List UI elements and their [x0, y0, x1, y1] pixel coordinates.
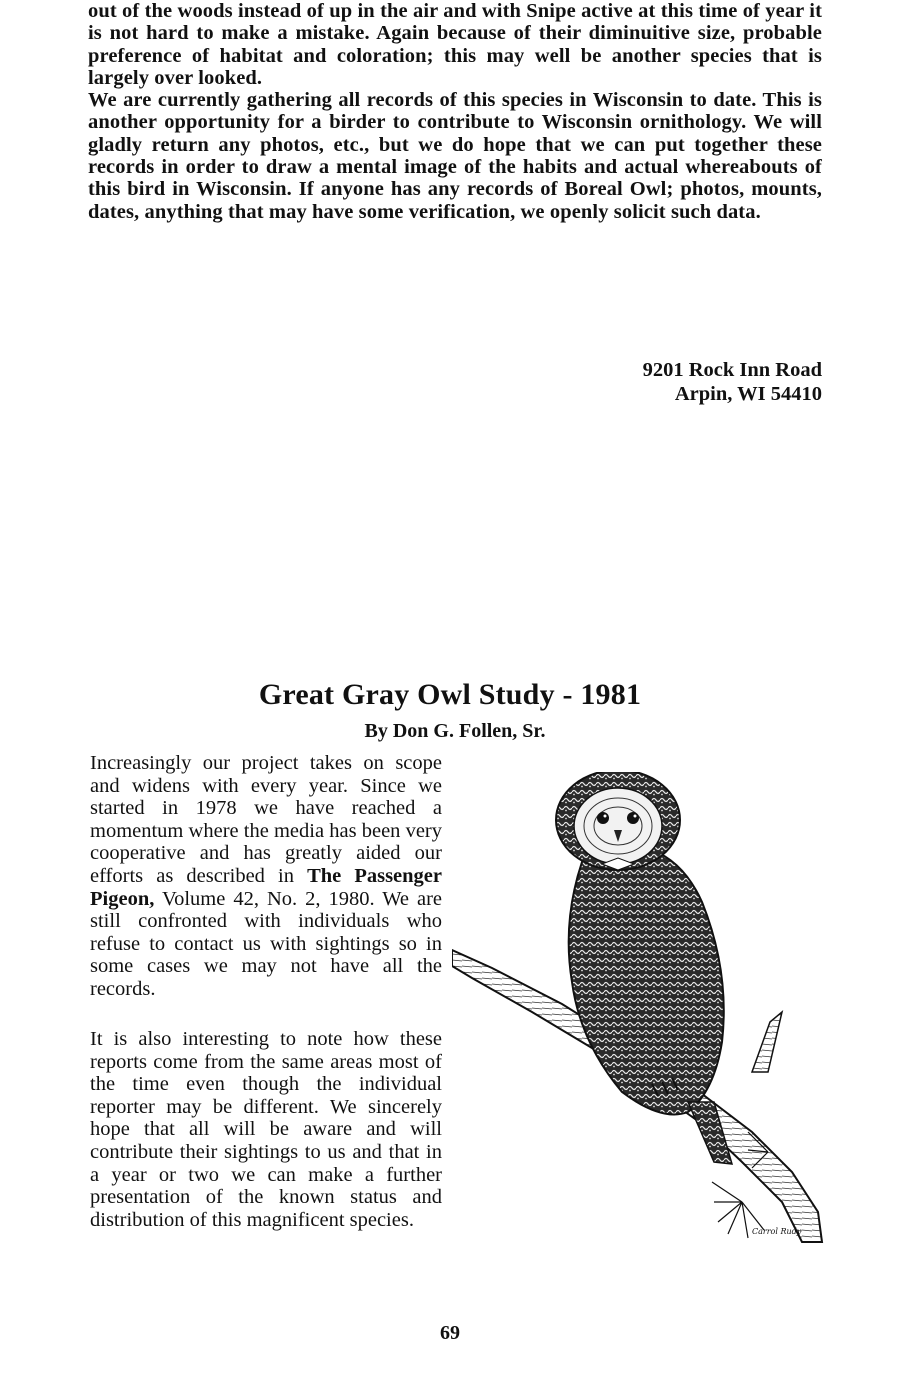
- intro-paragraph-2: We are currently gathering all records of this species in Wisconsin to date. This is another opportunity for a birder to contribute to Wisconsin ornithology. We will gladly return any photos, etc., but we do hope that we can put together these records in order to draw a mental image of the habits and actual whereabouts of this bird in Wisconsin. If anyone has any records of Boreal Owl; photos, mounts, dates, anything that may have some verification, we openly solicit such data.: [88, 89, 822, 223]
- address-street: 9201 Rock Inn Road: [642, 359, 822, 381]
- p1-text-start: Increasingly our project takes on scope and widens with every year. Since we started in 1978 we have reached a momentum where the media has been very cooperative and has greatly aided our efforts as described in: [90, 752, 442, 887]
- article-title: Great Gray Owl Study - 1981: [258, 678, 642, 711]
- article-byline: By Don G. Follen, Sr.: [364, 720, 546, 742]
- journal-name: The Passenger Pigeon,: [90, 864, 442, 910]
- article-paragraph-1: [90, 752, 442, 1001]
- article-paragraph-2: [90, 1028, 442, 1231]
- author-address: [643, 358, 822, 406]
- p1-text-end: Volume 42, No. 2, 1980. We are still confronted with individuals who refuse to contact us with sightings so in some cases we may not have all the records.: [90, 887, 442, 1000]
- intro-section: [88, 0, 822, 223]
- svg-text:Carrol Rudy: Carrol Rudy: [752, 1227, 802, 1236]
- great-gray-owl-illustration: [452, 772, 832, 1248]
- address-city: Arpin, WI 54410: [674, 383, 822, 405]
- page-number: 69: [440, 1322, 460, 1344]
- intro-paragraph-1: out of the woods instead of up in the air and with Snipe active at this time of year it is not hard to make a mistake. Again because of their diminuitive size, probable preference of habitat and coloration; this may well be another species that is largely over looked.: [88, 0, 822, 89]
- owl-eye-left: [597, 812, 609, 824]
- owl-eye-right: [627, 812, 639, 824]
- p2-text: It is also interesting to note how these reports come from the same areas most of the time even though the individual reporter may be different. We sincerely hope that all will be aware and will contribute their sightings to us and that in a year or two we can make a further presentation of the known status and distribution of this magnificent species.: [90, 1028, 442, 1231]
